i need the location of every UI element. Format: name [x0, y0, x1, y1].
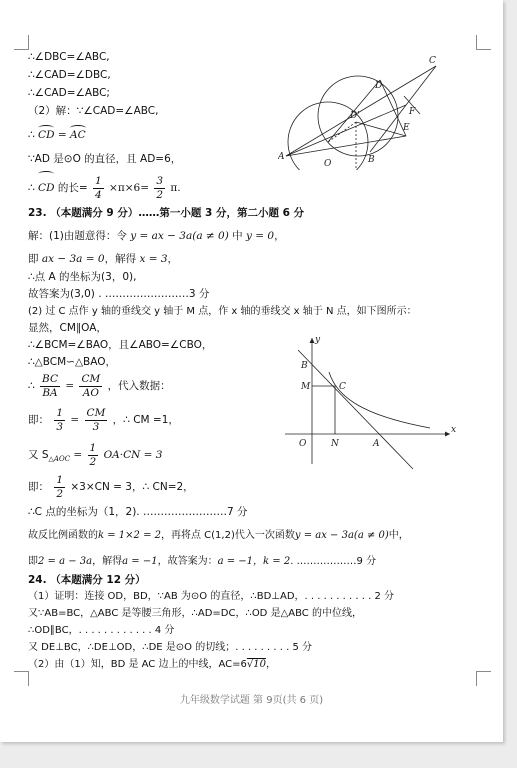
line-23-answer-label: ，故答案为：: [157, 556, 218, 567]
line-7-end: π.: [170, 182, 181, 194]
label-o: O: [299, 439, 307, 449]
line-11: ∴点 A 的坐标为(3，0),: [28, 271, 137, 283]
numerator: BC: [42, 372, 58, 385]
page-footer: 九年级数学试题 第 9页(共 6 页): [179, 695, 324, 706]
question-24-heading: 24. （本题满分 12 分）: [28, 574, 146, 586]
fraction-three-halves: [154, 175, 165, 202]
line-5-prefix: ∴: [28, 129, 35, 141]
arc-cd: CD: [38, 129, 55, 141]
coordinate-graph-figure: [285, 336, 457, 471]
label-a: A: [278, 152, 285, 162]
answer: a = −1，k = 2: [217, 556, 291, 567]
numerator: 3: [156, 174, 164, 187]
label-d-prime: D': [350, 111, 360, 121]
numerator: 1: [89, 441, 97, 454]
line-16: ∴△BCM∽△BAO，: [28, 356, 117, 368]
denominator: 3: [92, 420, 100, 433]
arc-cd-length: CD: [38, 174, 54, 202]
line-7-text: 的长=: [57, 182, 88, 194]
line-21: ∴C 点的坐标为（1，2). ……………………7 分: [28, 506, 248, 518]
line-7-prefix: ∴: [28, 182, 35, 194]
line-15: ∴∠BCM=∠BAO，且∠ABO=∠CBO，: [28, 339, 213, 351]
line-20-end: ×3×CN = 3，∴ CN=2，: [70, 481, 194, 493]
crop-mark-bottom-right: [476, 671, 491, 686]
linear-function: y = ax − 3a(a ≠ 0): [130, 230, 229, 242]
line-29-text: （2）由（1）知，BD 是 AC 边上的中线，AC=6: [28, 659, 247, 670]
line-9-prefix: 解：(1)由题意得：令: [28, 230, 127, 242]
numerator: CM: [81, 372, 101, 385]
line-14: 显然，CM∥OA，: [28, 322, 107, 334]
fraction-bc-ba: [40, 373, 60, 400]
line-6: ∵AD 是⊙O 的直径，且 AD=6，: [28, 153, 182, 165]
label-b: B: [301, 361, 308, 371]
denominator: 3: [56, 420, 64, 433]
k-value: k = 1×2 = 2: [98, 530, 161, 541]
line-20: [28, 472, 194, 502]
line-10-end: ，: [167, 253, 179, 265]
line-7: [28, 174, 181, 202]
crop-mark-bottom-left: [14, 671, 29, 686]
line-23-mid: ，解得: [92, 556, 123, 567]
label-o: O: [324, 159, 332, 169]
line-22-mid: ，再将点 C(1,2)代入一次函数: [161, 530, 295, 541]
line-5: [28, 128, 86, 142]
line-10-mid: ，解得: [104, 253, 137, 265]
label-x: x: [451, 425, 457, 435]
numerator: 1: [94, 174, 102, 187]
label-y: y: [315, 336, 321, 345]
denominator: 2: [156, 188, 164, 201]
denominator: 4: [94, 188, 102, 201]
fraction-one-third: [54, 407, 65, 434]
label-e: E: [403, 123, 410, 133]
equals: =: [70, 449, 86, 461]
line-19-prefix: 又 S: [28, 449, 49, 461]
question-23-heading: 23. （本题满分 9 分）……第一小题 3 分，第二小题 6 分: [28, 207, 305, 219]
line-26: 又∵AB=BC，△ABC 是等腰三角形，∴AD=DC，∴OD 是△ABC 的中位线，: [28, 608, 362, 619]
line-23: [28, 555, 376, 569]
a-value: a = −1: [122, 556, 158, 567]
square-root: √10: [246, 659, 266, 670]
line-28: 又 DE⊥BC，∴DE⊥OD，∴DE 是⊙O 的切线；. . . . . . . . . 5 分: [28, 642, 312, 653]
line-25: （1）证明：连接 OD，BD，∵AB 为⊙O 的直径，∴BD⊥AD，. . . . . . . . . . . 2 分: [28, 591, 394, 602]
line-9-end: ，: [274, 230, 285, 242]
y-equals-zero: y = 0: [246, 230, 275, 242]
denominator: 2: [89, 455, 97, 468]
label-a: A: [373, 439, 380, 449]
triangle-aoc-subscript: △AOC: [48, 455, 71, 464]
equals: =: [70, 414, 80, 426]
line-29-end: ，: [265, 659, 276, 670]
denominator: BA: [42, 386, 58, 399]
line-17: [28, 371, 171, 401]
line-10: [28, 252, 178, 266]
numerator: 1: [56, 473, 64, 486]
label-c: C: [339, 382, 346, 392]
label-f: F: [409, 107, 416, 117]
circle-geometry-figure: [278, 52, 448, 170]
fraction-cm-3: [85, 407, 108, 434]
line-22-prefix: 故反比例函数的: [28, 530, 98, 541]
numerator: 1: [56, 406, 64, 419]
line-19: [28, 440, 162, 474]
x-equals-3: x = 3: [139, 253, 168, 265]
line-13: (2) 过 C 点作 y 轴的垂线交 y 轴于 M 点，作 x 轴的垂线交 x 轴于 N 点，如下图所示：: [28, 306, 417, 317]
label-n: N: [331, 439, 339, 449]
line-29: [28, 658, 276, 672]
arc-ac: AC: [69, 129, 86, 141]
line-7-mid: ×π×6=: [109, 182, 149, 194]
denominator: 2: [56, 487, 64, 500]
equation: ax − 3a = 0: [41, 253, 105, 265]
line-5-equals: =: [57, 129, 67, 141]
line-17-prefix: ∴: [28, 380, 35, 392]
line-18-prefix: 即：: [28, 414, 49, 426]
line-22-end: 中，: [388, 530, 409, 541]
crop-mark-top-right: [476, 35, 491, 50]
label-b: B: [368, 155, 375, 165]
line-20-prefix: 即：: [28, 481, 49, 493]
fraction-one-quarter: [93, 175, 104, 202]
line-3: ∴∠CAD=∠ABC;: [28, 87, 110, 99]
equation: 2 = a − 3a: [38, 556, 93, 567]
line-23-prefix: 即: [28, 556, 38, 567]
line-18-end: ，∴ CM =1，: [112, 414, 179, 426]
linear-function: y = ax − 3a(a ≠ 0): [294, 530, 389, 541]
line-9: [28, 229, 285, 243]
line-17-end: ，代入数据：: [107, 380, 171, 392]
equals: =: [65, 380, 75, 392]
fraction-one-half: [88, 442, 99, 469]
line-9-mid: 中: [232, 230, 243, 242]
label-m: M: [301, 382, 311, 392]
line-18: [28, 405, 179, 435]
fraction-one-half: [54, 474, 65, 501]
line-4: （2）解：∵∠CAD=∠ABC,: [28, 105, 159, 117]
area-formula: OA·CN = 3: [103, 449, 163, 461]
label-c: C: [429, 56, 436, 66]
line-1: ∴∠DBC=∠ABC,: [28, 51, 110, 63]
denominator: AO: [82, 386, 99, 399]
line-23-score: . ………………9 分: [290, 556, 377, 567]
fraction-cm-ao: [79, 373, 102, 400]
line-12: 故答案为(3,0) . ……………………3 分: [28, 288, 210, 300]
line-10-prefix: 即: [28, 253, 39, 265]
line-22: [28, 529, 409, 543]
line-2: ∴∠CAD=∠DBC,: [28, 69, 111, 81]
numerator: CM: [86, 406, 106, 419]
crop-mark-top-left: [14, 35, 29, 50]
line-27: ∴OD∥BC，. . . . . . . . . . . . 4 分: [28, 625, 175, 636]
label-d: D: [375, 81, 383, 91]
